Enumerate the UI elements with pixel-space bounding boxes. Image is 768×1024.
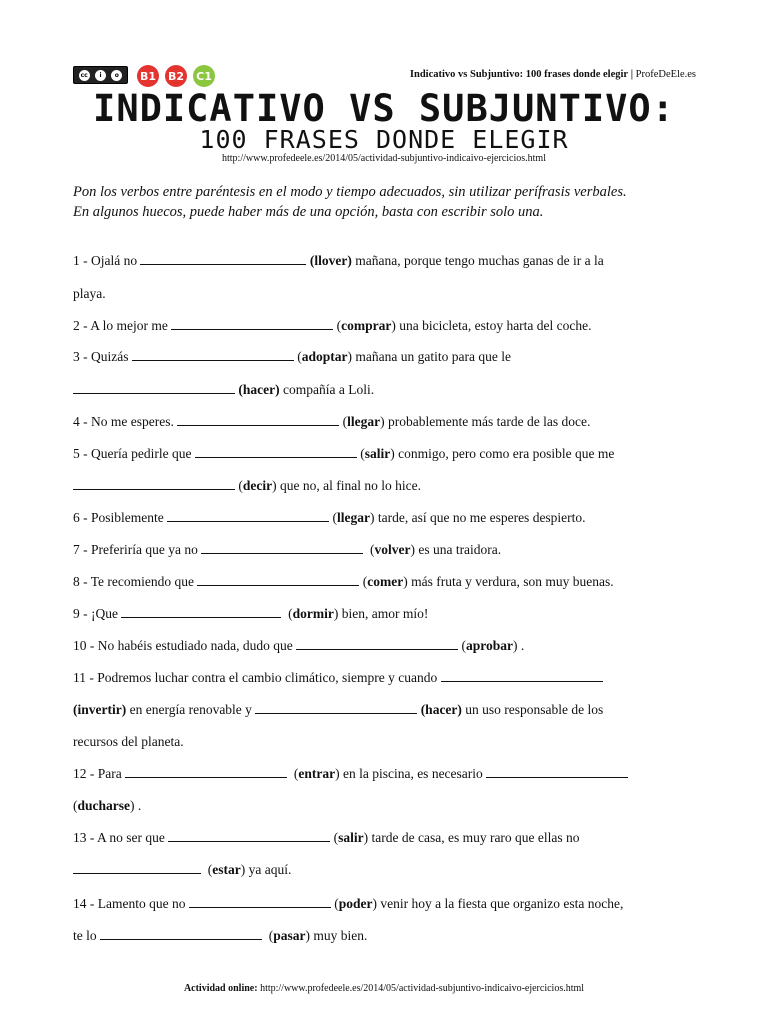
exercise-1-cont: [73, 285, 703, 303]
answer-blank[interactable]: [168, 830, 330, 842]
verb-hint: decir: [242, 478, 273, 493]
exercise-3-cont: [73, 381, 703, 399]
exercise-12-cont: (ducharse) .: [73, 798, 142, 813]
level-badge-b1: B1: [137, 65, 159, 87]
exercise-5-cont: (decir) que no, al final no lo hice.: [73, 477, 703, 495]
exercise-text: venir hoy a la fiesta que organizo esta noche,: [380, 896, 624, 911]
verb-hint: salir: [364, 446, 391, 461]
cc-license-icon: cc i o: [73, 66, 128, 84]
verb-hint: (hacer): [420, 702, 462, 717]
exercise-13-cont: (estar) ya aquí.: [73, 861, 703, 879]
exercise-13: 13 - A no ser que (salir) tarde de casa, es muy raro que ellas no: [73, 830, 580, 845]
answer-blank[interactable]: [125, 766, 287, 778]
header-site: ProfeDeEle.es: [635, 69, 696, 80]
header-separator: |: [630, 69, 634, 80]
verb-hint: entrar: [298, 766, 336, 781]
verb-hint: llegar: [347, 414, 381, 429]
answer-blank[interactable]: [73, 478, 235, 490]
exercise-1: [73, 252, 703, 270]
answer-blank[interactable]: [255, 702, 417, 714]
verb-hint: comer: [367, 574, 404, 589]
answer-blank[interactable]: [486, 766, 628, 778]
exercise-text: tarde, así que no me esperes despierto.: [377, 510, 586, 525]
answer-blank[interactable]: [189, 896, 331, 908]
exercise-text: tarde de casa, es muy raro que ellas no: [371, 830, 580, 845]
instructions-line-1: Pon los verbos entre paréntesis en el modo y tiempo adecuados, sin utilizar perífrasis verbales.: [73, 184, 627, 200]
exercise-text: probablemente más tarde de las doce.: [387, 414, 591, 429]
exercise-5: 5 - Quería pedirle que (salir) conmigo, pero como era posible que me: [73, 446, 615, 461]
answer-blank[interactable]: [132, 349, 294, 361]
verb-hint: (llover): [309, 253, 352, 268]
header-doc-title: Indicativo vs Subjuntivo: 100 frases donde elegir: [409, 69, 629, 80]
title-url[interactable]: http://www.profedeele.es/2014/05/actividad-subjuntivo-indicaivo-ejercicios.html: [222, 153, 546, 164]
level-badge-b2: B2: [165, 65, 187, 87]
exercise-text: 2 - A lo mejor me: [73, 318, 168, 333]
exercise-11-cont: [73, 701, 703, 719]
exercise-14: 14 - Lamento que no (poder) venir hoy a la fiesta que organizo esta noche,: [73, 896, 624, 911]
answer-blank[interactable]: [167, 510, 329, 522]
verb-hint: (invertir): [73, 702, 127, 717]
exercise-text: 9 - ¡Que: [73, 606, 118, 621]
verb-hint: pasar: [273, 928, 306, 943]
header-text: [410, 69, 696, 80]
answer-blank[interactable]: [441, 670, 603, 682]
exercise-4: 4 - No me esperes. (llegar) probablemente más tarde de las doce.: [73, 414, 591, 429]
exercise-text: muy bien.: [313, 928, 368, 943]
exercise-text: mañana, porque tengo muchas ganas de ir a la: [355, 253, 604, 268]
answer-blank[interactable]: [73, 862, 201, 874]
exercise-text: 11 - Podremos luchar contra el cambio climático, siempre y cuando: [73, 670, 438, 685]
verb-hint: volver: [374, 542, 411, 557]
exercise-9: 9 - ¡Que (dormir) bien, amor mío!: [73, 606, 429, 621]
exercise-text: compañía a Loli.: [282, 382, 375, 397]
verb-hint: estar: [212, 862, 241, 877]
answer-blank[interactable]: [100, 928, 262, 940]
exercise-text: bien, amor mío!: [341, 606, 429, 621]
footer-label: Actividad online:: [183, 983, 258, 994]
page-footer: [0, 983, 768, 994]
verb-hint: llegar: [337, 510, 370, 525]
exercise-text: es una traidora.: [418, 542, 502, 557]
answer-blank[interactable]: [171, 318, 333, 330]
exercise-11-cont-2: [73, 733, 703, 751]
answer-blank[interactable]: [73, 382, 235, 394]
exercise-text: 5 - Quería pedirle que: [73, 446, 192, 461]
exercise-text: una bicicleta, estoy harta del coche.: [399, 318, 592, 333]
exercise-text: 14 - Lamento que no: [73, 896, 186, 911]
exercise-text: 3 - Quizás: [73, 349, 129, 364]
exercise-14-cont: te lo (pasar) muy bien.: [73, 928, 368, 943]
page-subtitle: 100 FRASES DONDE ELEGIR: [199, 125, 569, 154]
instructions-line-2: En algunos huecos, puede haber más de una opción, basta con escribir solo una.: [73, 204, 544, 220]
answer-blank[interactable]: [296, 638, 458, 650]
exercise-text: 6 - Posiblemente: [73, 510, 164, 525]
exercise-text: playa.: [73, 286, 106, 301]
exercise-text: .: [520, 638, 525, 653]
answer-blank[interactable]: [121, 606, 281, 618]
answer-blank[interactable]: [201, 542, 363, 554]
exercise-text: un uso responsable de los: [465, 702, 604, 717]
answer-blank[interactable]: [195, 446, 357, 458]
exercise-text: en la piscina, es necesario: [342, 766, 483, 781]
exercise-text: 8 - Te recomiendo que: [73, 574, 195, 589]
verb-hint: ducharse: [77, 798, 131, 813]
level-badge-c1: C1: [193, 65, 215, 87]
exercise-text: 1 - Ojalá no: [73, 253, 138, 268]
exercise-text: te lo: [73, 928, 97, 943]
footer-url[interactable]: http://www.profedeele.es/2014/05/actividad-subjuntivo-indicaivo-ejercicios.html: [260, 983, 585, 994]
exercise-text: 4 - No me esperes.: [73, 414, 174, 429]
page-title: INDICATIVO VS SUBJUNTIVO:: [93, 87, 675, 130]
exercise-3: 3 - Quizás (adoptar) mañana un gatito para que le: [73, 349, 511, 364]
exercise-text: más fruta y verdura, son muy buenas.: [411, 574, 614, 589]
verb-hint: comprar: [341, 318, 392, 333]
verb-hint: adoptar: [301, 349, 348, 364]
exercise-text: 13 - A no ser que: [73, 830, 165, 845]
exercise-11: [73, 669, 703, 687]
exercise-6: 6 - Posiblemente (llegar) tarde, así que no me esperes despierto.: [73, 510, 586, 525]
answer-blank[interactable]: [140, 253, 306, 265]
exercise-8: 8 - Te recomiendo que (comer) más fruta y verdura, son muy buenas.: [73, 574, 614, 589]
answer-blank[interactable]: [177, 414, 339, 426]
exercise-2: 2 - A lo mejor me (comprar) una bicicleta, estoy harta del coche.: [73, 318, 592, 333]
verb-hint: salir: [338, 830, 364, 845]
exercise-text: mañana un gatito para que le: [355, 349, 511, 364]
exercise-text: .: [137, 798, 142, 813]
answer-blank[interactable]: [197, 574, 359, 586]
exercise-text: en energía renovable y: [129, 702, 252, 717]
verb-hint: aprobar: [465, 638, 513, 653]
exercise-12: 12 - Para (entrar) en la piscina, es necesario: [73, 765, 703, 783]
verb-hint: (hacer): [238, 382, 280, 397]
exercise-10: 10 - No habéis estudiado nada, dudo que (aprobar) .: [73, 638, 525, 653]
exercise-text: 7 - Preferiría que ya no: [73, 542, 198, 557]
instructions: [73, 182, 713, 222]
exercise-text: recursos del planeta.: [73, 734, 184, 749]
verb-hint: poder: [338, 896, 373, 911]
page-header: [73, 62, 696, 90]
exercise-7: 7 - Preferiría que ya no (volver) es una traidora.: [73, 542, 502, 557]
exercise-text: conmigo, pero como era posible que me: [398, 446, 615, 461]
exercise-text: 12 - Para: [73, 766, 122, 781]
verb-hint: dormir: [292, 606, 334, 621]
exercise-text: ya aquí.: [248, 862, 292, 877]
exercise-text: 10 - No habéis estudiado nada, dudo que: [73, 638, 293, 653]
exercise-text: que no, al final no lo hice.: [280, 478, 421, 493]
